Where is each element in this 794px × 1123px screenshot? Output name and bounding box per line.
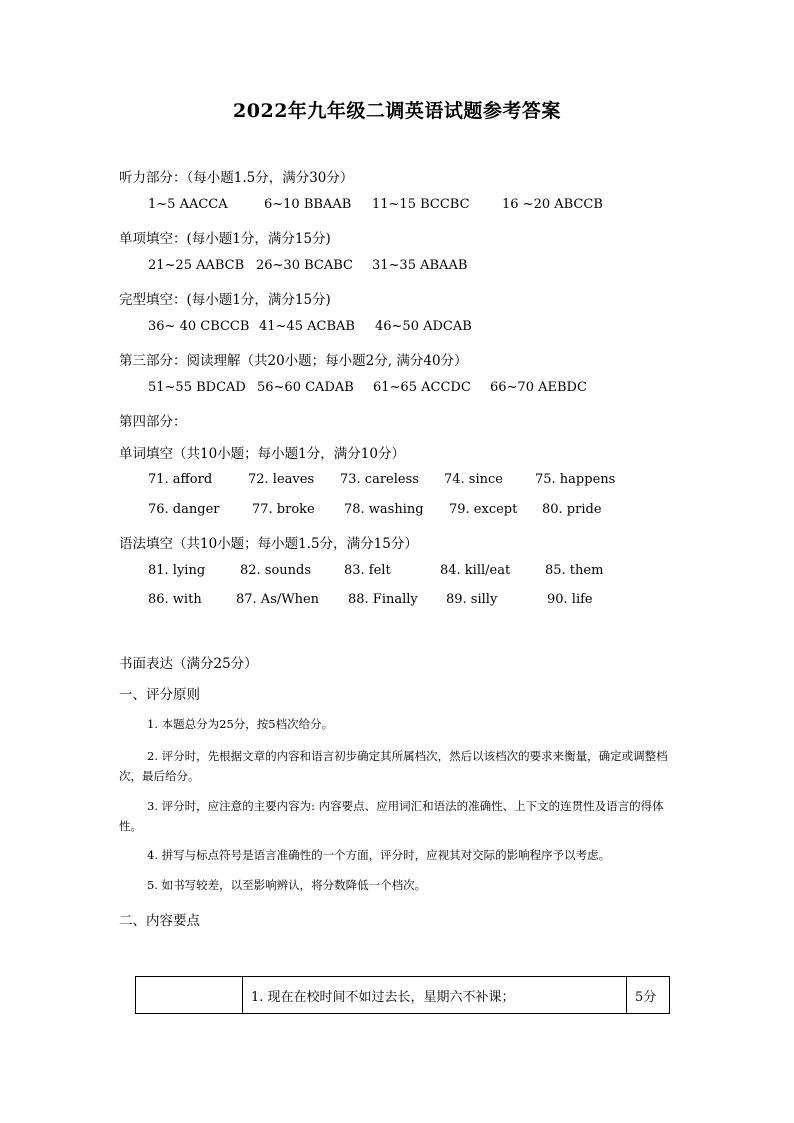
answer-item: 56~60 CADAB bbox=[257, 380, 354, 395]
word-fill-heading: 单词填空（共10小题；每小题1分，满分10分） bbox=[119, 446, 405, 462]
scoring-rule: 1. 本题总分为25分，按5档次给分。 bbox=[147, 717, 334, 731]
answer-item: 76. danger bbox=[148, 502, 220, 517]
answer-item: 11~15 BCCBC bbox=[372, 197, 470, 212]
answer-item: 26~30 BCABC bbox=[256, 258, 353, 273]
part4-heading: 第四部分： bbox=[119, 414, 187, 430]
answer-item: 88. Finally bbox=[348, 592, 418, 607]
answer-item: 89. silly bbox=[446, 592, 498, 607]
answer-item: 85. them bbox=[545, 563, 604, 578]
scoring-principles-heading: 一、评分原则 bbox=[119, 687, 200, 703]
word-fill-row-2 bbox=[0, 502, 794, 522]
reading-heading: 第三部分：阅读理解（共20小题；每小题2分, 满分40分） bbox=[119, 353, 468, 369]
answer-item: 21~25 AABCB bbox=[148, 258, 245, 273]
table-cell-point: 1. 现在在校时间不如过去长，星期六不补课； bbox=[243, 977, 627, 1014]
content-points-table bbox=[135, 976, 670, 1014]
answer-item: 84. kill/eat bbox=[440, 563, 511, 578]
table-cell-score: 5分 bbox=[627, 977, 670, 1014]
answer-item: 75. happens bbox=[535, 472, 616, 487]
cloze-answers bbox=[0, 319, 794, 339]
content-points-heading: 二、内容要点 bbox=[119, 913, 200, 929]
answer-item: 73. careless bbox=[340, 472, 419, 487]
word-fill-row-1 bbox=[0, 472, 794, 492]
table-row bbox=[136, 977, 670, 1014]
answer-item: 87. As/When bbox=[236, 592, 320, 607]
listening-answers bbox=[0, 197, 794, 217]
scoring-rule: 4. 拼写与标点符号是语言准确性的一个方面，评分时，应视其对交际的影响程序予以考虑。 bbox=[147, 848, 611, 862]
answer-item: 41~45 ACBAB bbox=[259, 319, 355, 334]
answer-item: 6~10 BBAAB bbox=[264, 197, 352, 212]
answer-item: 82. sounds bbox=[240, 563, 312, 578]
answer-item: 71. afford bbox=[148, 472, 213, 487]
answer-item: 79. except bbox=[449, 502, 518, 517]
writing-heading: 书面表达（满分25分） bbox=[119, 656, 258, 672]
scoring-rule: 3. 评分时，应注意的主要内容为: 内容要点、应用词汇和语法的准确性、上下文的连贯性及语言的得体性。 bbox=[119, 799, 664, 833]
answer-item: 90. life bbox=[547, 592, 593, 607]
answer-item: 51~55 BDCAD bbox=[148, 380, 246, 395]
scoring-rule: 2. 评分时，先根据文章的内容和语言初步确定其所属档次，然后以该档次的要求来衡量，确定或调整档次，最后给分。 bbox=[119, 749, 668, 783]
answer-item: 31~35 ABAAB bbox=[372, 258, 468, 273]
scoring-rule: 5. 如书写较差，以至影响辨认，将分数降低一个档次。 bbox=[147, 878, 427, 892]
answer-item: 81. lying bbox=[148, 563, 206, 578]
listening-heading: 听力部分：（每小题1.5分，满分30分） bbox=[119, 170, 354, 186]
answer-item: 80. pride bbox=[542, 502, 602, 517]
answer-item: 77. broke bbox=[252, 502, 315, 517]
answer-item: 1~5 AACCA bbox=[148, 197, 228, 212]
answer-item: 83. felt bbox=[344, 563, 391, 578]
grammar-fill-row-1 bbox=[0, 563, 794, 583]
single-choice-answers bbox=[0, 258, 794, 278]
grammar-fill-row-2 bbox=[0, 592, 794, 612]
answer-item: 36~ 40 CBCCB bbox=[148, 319, 250, 334]
answer-item: 66~70 AEBDC bbox=[490, 380, 587, 395]
single-choice-heading: 单项填空：(每小题1分，满分15分) bbox=[119, 231, 331, 247]
cloze-heading: 完型填空：(每小题1分，满分15分) bbox=[119, 292, 331, 308]
answer-item: 74. since bbox=[444, 472, 503, 487]
page-title: 2022年九年级二调英语试题参考答案 bbox=[233, 100, 561, 122]
answer-item: 61~65 ACCDC bbox=[373, 380, 471, 395]
table-cell-label bbox=[136, 977, 243, 1014]
answer-item: 86. with bbox=[148, 592, 202, 607]
grammar-fill-heading: 语法填空（共10小题；每小题1.5分，满分15分） bbox=[119, 536, 418, 552]
answer-item: 78. washing bbox=[344, 502, 424, 517]
reading-answers bbox=[0, 380, 794, 400]
answer-item: 16 ~20 ABCCB bbox=[502, 197, 603, 212]
answer-item: 72. leaves bbox=[248, 472, 315, 487]
answer-item: 46~50 ADCAB bbox=[375, 319, 472, 334]
